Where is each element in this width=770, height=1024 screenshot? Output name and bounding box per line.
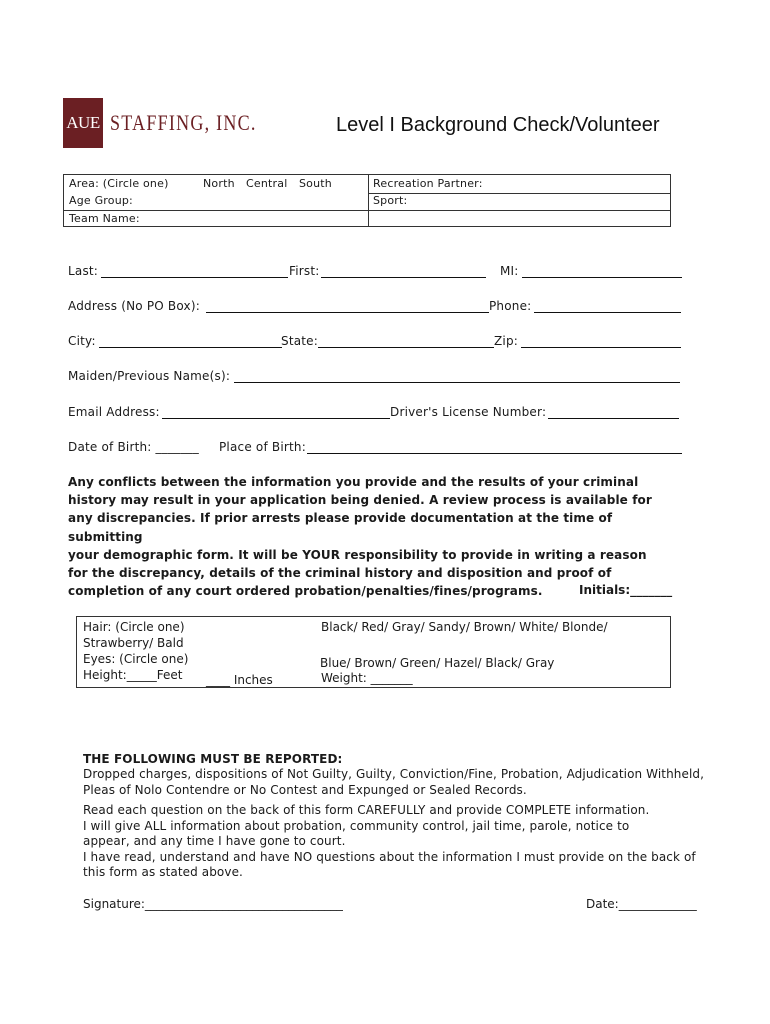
report-line: Read each question on the back of this form CAREFULLY and provide COMPLETE information.: [83, 803, 650, 817]
physical-description-box: [76, 616, 671, 688]
zip-label: Zip:: [494, 334, 519, 348]
maiden-name-label: Maiden/Previous Name(s):: [68, 369, 231, 383]
first-name-label: First:: [289, 264, 320, 278]
company-logo: [63, 98, 103, 148]
initials-field[interactable]: Initials:_______: [579, 583, 673, 597]
hair-label: Hair: (Circle one): [83, 620, 185, 634]
report-line: Pleas of Nolo Contendre or No Contest and Expunged or Sealed Records.: [83, 782, 527, 797]
warning-line: your demographic form. It will be YOUR responsibility to provide in writing a reason: [68, 547, 647, 562]
report-line: appear, and any time I have gone to court.: [83, 834, 346, 848]
eyes-options[interactable]: Blue/ Brown/ Green/ Hazel/ Black/ Gray: [320, 656, 555, 670]
report-line: this form as stated above.: [83, 865, 243, 879]
warning-line: for the discrepancy, details of the criminal history and disposition and proof of: [68, 566, 612, 581]
recreation-partner-label: Recreation Partner:: [373, 177, 483, 190]
age-group-label: Age Group:: [69, 194, 133, 207]
place-of-birth-label: Place of Birth:: [219, 440, 306, 454]
page-title: Level I Background Check/Volunteer: [336, 114, 660, 136]
report-line: I will give ALL information about probation, community control, jail time, parole, notice to: [83, 818, 630, 833]
address-label: Address (No PO Box):: [68, 299, 200, 313]
warning-line: Any conflicts between the information you provide and the results of your criminal: [68, 475, 639, 489]
area-label: Area: (Circle one): [69, 177, 169, 190]
report-heading: THE FOLLOWING MUST BE REPORTED:: [83, 752, 343, 766]
table-divider: [368, 175, 369, 226]
email-field[interactable]: [162, 418, 390, 419]
warning-line: history may result in your application being denied. A review process is available for: [68, 493, 652, 508]
zip-field[interactable]: [521, 347, 681, 348]
maiden-name-field[interactable]: [234, 382, 680, 383]
city-field[interactable]: [99, 347, 282, 348]
company-name: STAFFING, INC.: [110, 110, 257, 135]
area-option-central[interactable]: Central: [246, 177, 288, 190]
report-line: Dropped charges, dispositions of Not Guilty, Guilty, Conviction/Fine, Probation, Adjudication Withheld,: [83, 767, 705, 781]
report-line: I have read, understand and have NO questions about the information I must provide on the back of: [83, 849, 696, 864]
last-name-field[interactable]: [101, 277, 288, 278]
place-of-birth-field[interactable]: [307, 453, 682, 454]
hair-options-continued[interactable]: Strawberry/ Bald: [83, 636, 184, 650]
license-field[interactable]: [548, 418, 679, 419]
last-name-label: Last:: [68, 264, 99, 278]
eyes-label: Eyes: (Circle one): [83, 652, 189, 666]
email-label: Email Address:: [68, 405, 160, 419]
height-inches-field[interactable]: ____ Inches: [206, 673, 273, 687]
state-field[interactable]: [318, 347, 494, 348]
report-paragraph-2: [83, 803, 696, 881]
warning-line: any discrepancies. If prior arrests please provide documentation at the time of submitting: [68, 511, 613, 544]
state-label: State:: [281, 334, 319, 348]
middle-initial-label: MI:: [500, 264, 519, 278]
logo-box-text: AUE: [66, 113, 100, 132]
city-label: City:: [68, 334, 96, 348]
area-option-south[interactable]: South: [299, 177, 332, 190]
warning-paragraph: [68, 473, 688, 600]
license-label: Driver's License Number:: [390, 405, 547, 419]
middle-initial-field[interactable]: [522, 277, 682, 278]
signature-field[interactable]: Signature:_________________________________: [83, 897, 343, 911]
date-of-birth-label[interactable]: Date of Birth: _______: [68, 440, 199, 454]
table-divider: [64, 210, 670, 211]
height-feet-field[interactable]: Height:_____Feet: [83, 668, 183, 682]
date-field[interactable]: Date:_____________: [586, 897, 697, 911]
hair-options[interactable]: Black/ Red/ Gray/ Sandy/ Brown/ White/ Blonde/: [321, 620, 608, 634]
first-name-field[interactable]: [321, 277, 486, 278]
team-name-label: Team Name:: [69, 212, 140, 225]
sport-label: Sport:: [373, 194, 408, 207]
area-option-north[interactable]: North: [203, 177, 235, 190]
weight-field[interactable]: Weight: _______: [321, 671, 413, 685]
table-divider: [368, 193, 670, 194]
phone-label: Phone:: [489, 299, 532, 313]
report-paragraph-1: [83, 767, 704, 798]
warning-line: completion of any court ordered probation/penalties/fines/programs.: [68, 584, 543, 599]
phone-field[interactable]: [534, 312, 681, 313]
info-table: [63, 174, 671, 227]
address-field[interactable]: [206, 312, 489, 313]
